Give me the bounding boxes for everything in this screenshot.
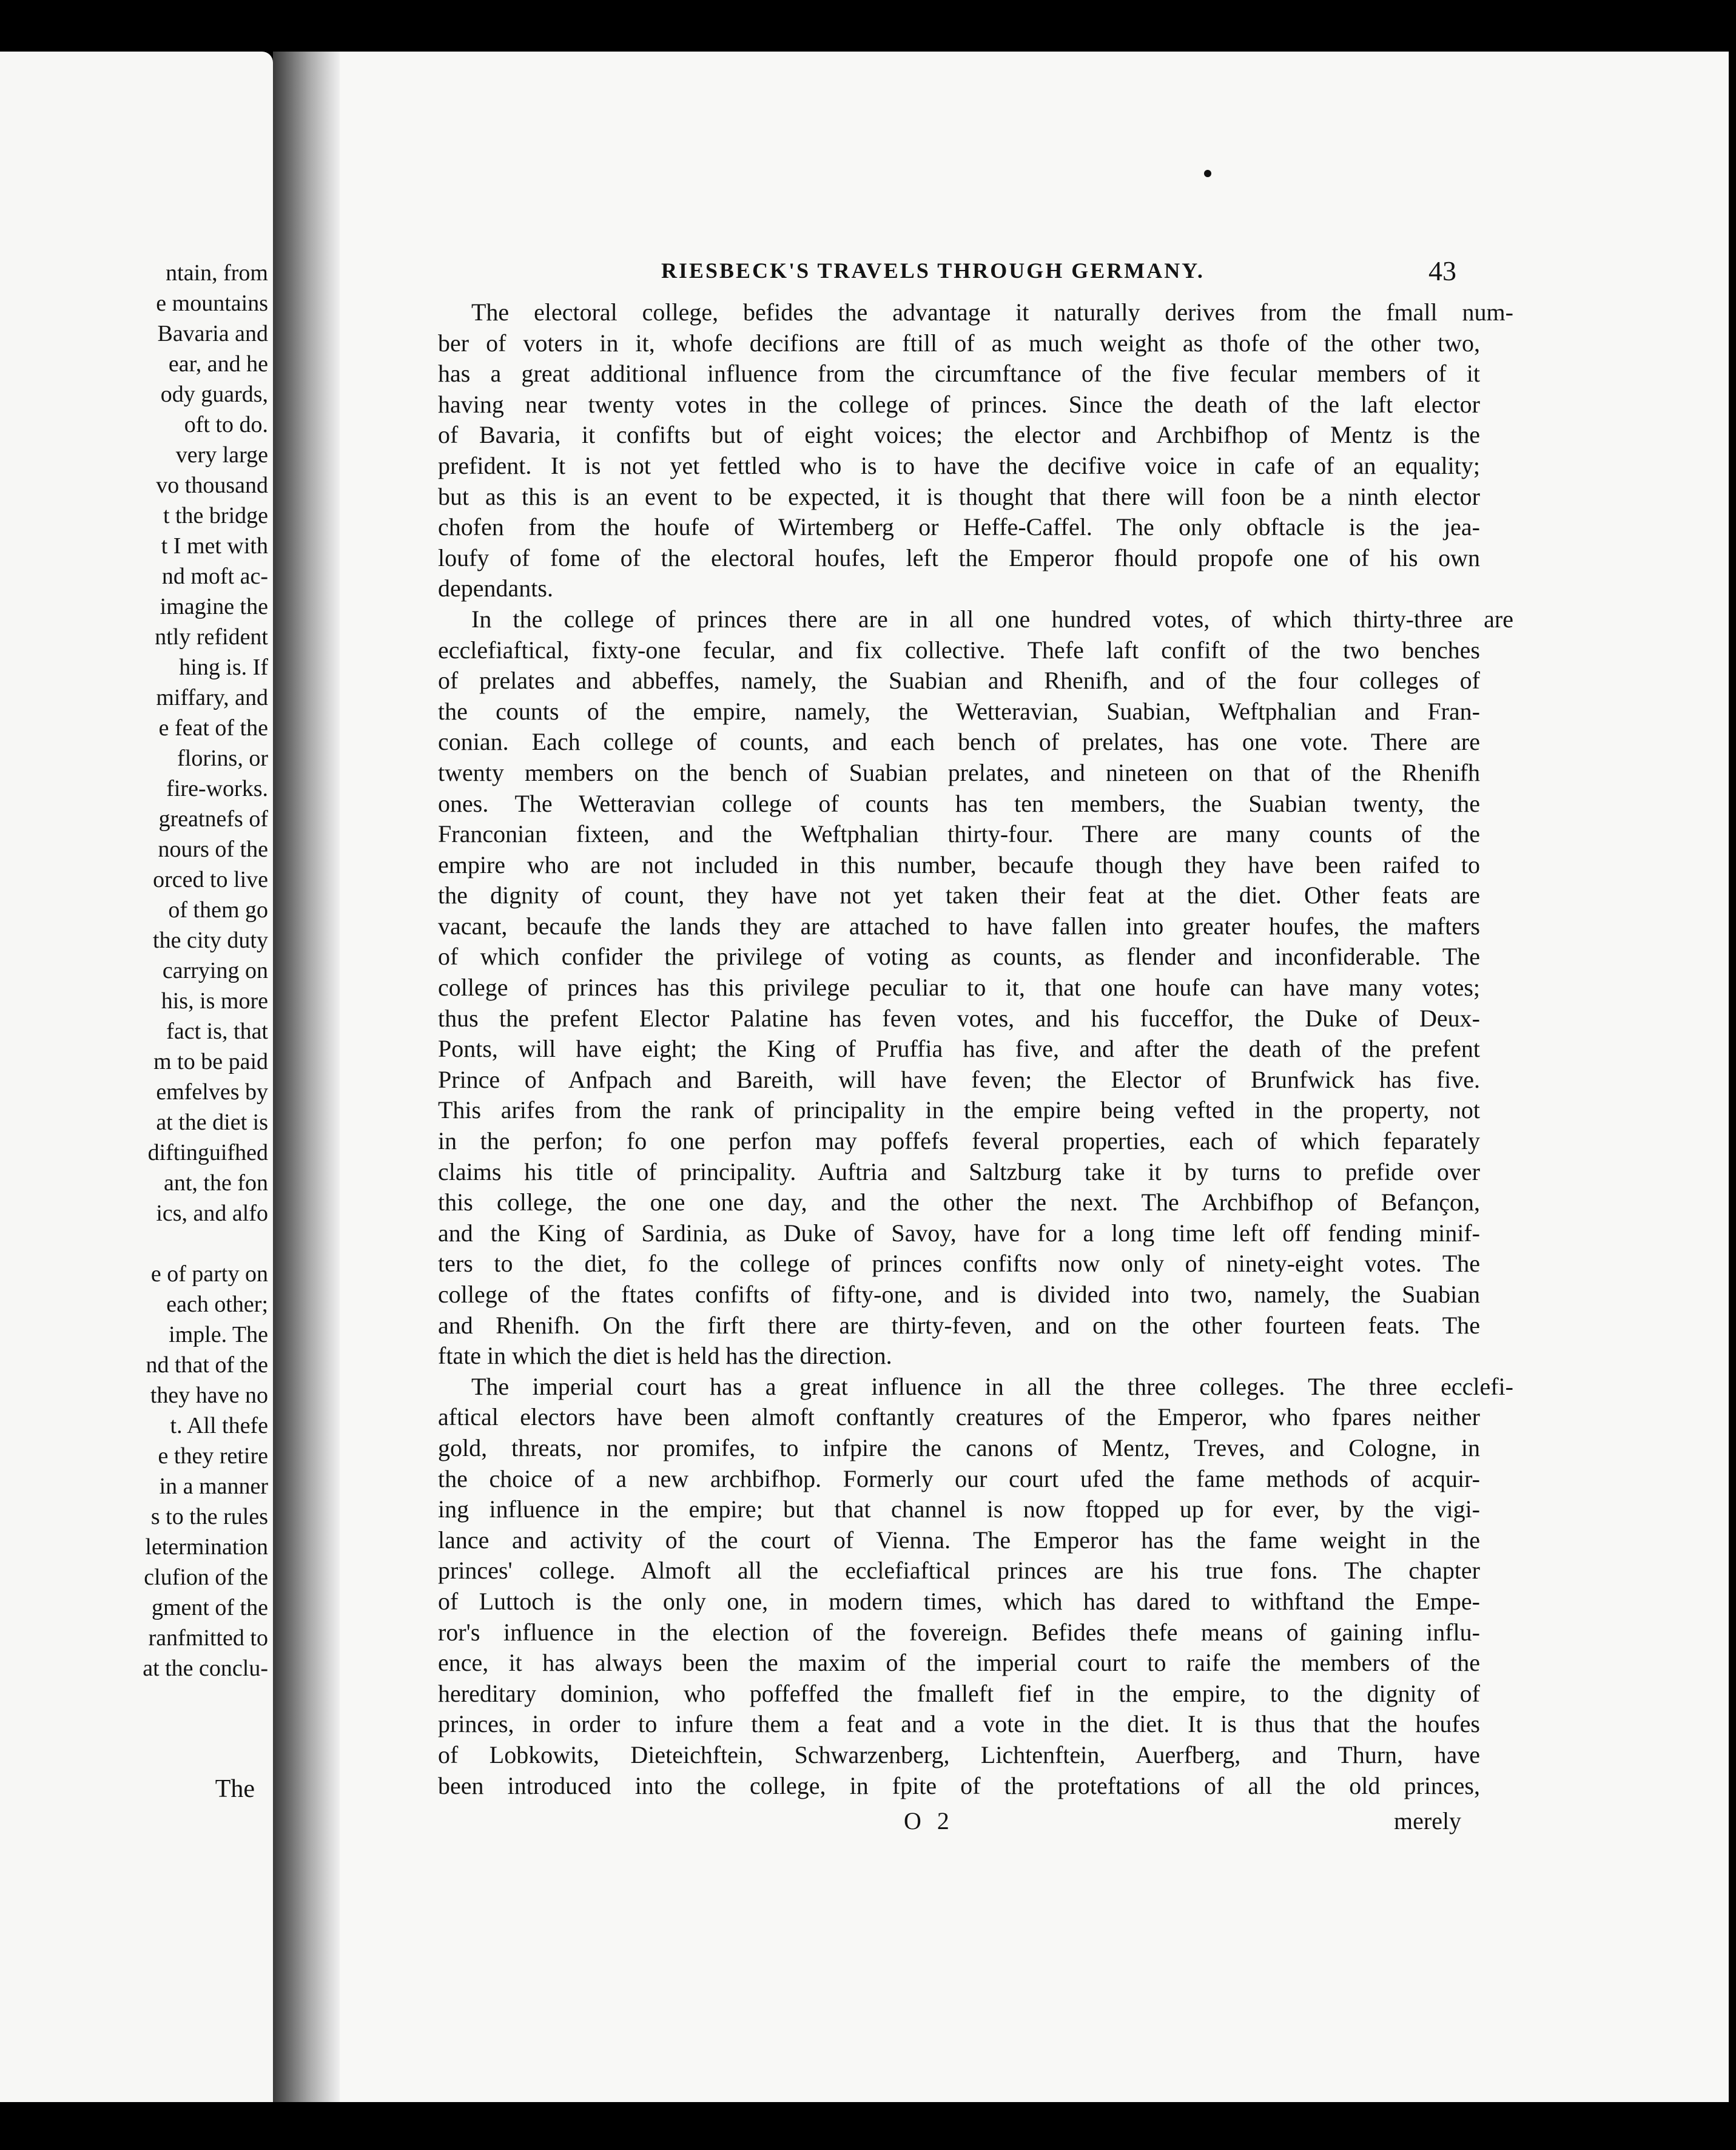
left-text-line: at the conclu- (143, 1656, 268, 1681)
body-text-line: of which confider the privilege of voting as counts, as flender and inconfiderable. The (438, 943, 1480, 971)
left-text-line: t the bridge (163, 503, 268, 528)
left-text-line: nd that of the (146, 1352, 268, 1378)
left-text-line: in a manner (159, 1474, 268, 1499)
left-text-line: nd moft ac- (161, 564, 268, 589)
body-text-line: ftate in which the diet is held has the direction. (438, 1342, 892, 1370)
body-text-line: In the college of princes there are in all one hundred votes, of which thirty-three are (471, 605, 1513, 633)
body-text-line: college of the ftates confifts of fifty-one, and is divided into two, namely, the Suabian (438, 1281, 1480, 1308)
body-text-line: of Bavaria, it confifts but of eight voices; the elector and Archbifhop of Mentz is the (438, 421, 1480, 449)
left-text-line: at the diet is (156, 1110, 268, 1135)
body-text-line: of prelates and abbeffes, namely, the Suabian and Rhenifh, and of the four colleges of (438, 667, 1480, 695)
body-text-line: aftical electors have been almoft conftantly creatures of the Emperor, who fpares neither (438, 1403, 1480, 1431)
left-text-line: florins, or (177, 746, 268, 771)
body-text-line: ber of voters in it, whofe decifions are ftill of as much weight as thofe of the other two, (438, 329, 1480, 357)
body-text-line: chofen from the houfe of Wirtemberg or Heffe-Caffel. The only obftacle is the jea- (438, 513, 1480, 541)
body-text-line: lance and activity of the court of Vienna. The Emperor has the fame weight in the (438, 1526, 1480, 1554)
body-text-line: conian. Each college of counts, and each bench of prelates, has one vote. There are (438, 728, 1480, 756)
body-text-line: The imperial court has a great influence in all the three colleges. The three ecclefi- (471, 1372, 1513, 1400)
body-text (438, 297, 1513, 1801)
left-text-line: s to the rules (150, 1504, 268, 1529)
body-text-line: prefident. It is not yet fettled who is to have the decifive voice in cafe of an equality; (438, 451, 1480, 479)
left-text-line: t I met with (161, 533, 268, 559)
left-text-line: ant, the fon (163, 1170, 268, 1196)
left-text-line: clufion of the (144, 1565, 268, 1590)
body-text-line: ror's influence in the election of the fovereign. Befides thefe means of gaining influ- (438, 1618, 1480, 1646)
body-text-line: and Rhenifh. On the firft there are thirty-feven, and on the other fourteen feats. The (438, 1311, 1480, 1339)
left-text-line: greatnefs of (158, 806, 268, 832)
body-text-line: gold, threats, nor promifes, to infpire the canons of Mentz, Treves, and Cologne, in (438, 1434, 1480, 1461)
left-text-line: fire-works. (166, 776, 268, 801)
body-text-line: thus the prefent Elector Palatine has feven votes, and his fucceffor, the Duke of Deux- (438, 1004, 1480, 1032)
body-text-line: Franconian fixteen, and the Weftphalian thirty-four. There are many counts of the (438, 820, 1480, 848)
left-text-line: Bavaria and (157, 321, 268, 346)
body-text-line: ters to the diet, fo the college of princes confifts now only of ninety-eight votes. The (438, 1250, 1480, 1278)
left-text-line: miffary, and (156, 685, 268, 710)
body-text-line: and the King of Sardinia, as Duke of Savoy, have for a long time left off fending minif- (438, 1219, 1480, 1247)
left-text-line: e of party on (150, 1261, 268, 1287)
left-text-line: they have no (150, 1383, 268, 1408)
body-text-line: princes' college. Almoft all the ecclefiaftical princes are his true fons. The chapter (438, 1557, 1480, 1585)
body-text-line: ones. The Wetteravian college of counts has ten members, the Suabian twenty, the (438, 789, 1480, 817)
left-text-line: diftinguifhed (147, 1140, 268, 1165)
left-text-line: ranfmitted to (148, 1625, 268, 1651)
left-text-line: hing is. If (179, 655, 268, 680)
left-text-line: carrying on (162, 958, 268, 983)
signature-mark: O 2 (904, 1807, 954, 1835)
body-text-line: of Lobkowits, Dieteichftein, Schwarzenberg, Lichtenftein, Auerfberg, and Thurn, have (438, 1741, 1480, 1768)
page-number: 43 (1428, 255, 1456, 286)
left-page-text (1, 258, 268, 1683)
body-text-line: ence, it has always been the maxim of the imperial court to raife the members of the (438, 1649, 1480, 1677)
body-text-line: loufy of fome of the electoral houfes, left the Emperor fhould propofe one of his own (438, 544, 1480, 571)
body-text-line: ecclefiaftical, fixty-one fecular, and fix collective. Thefe laft confift of the two benches (438, 636, 1480, 664)
left-text-line: each other; (166, 1292, 268, 1317)
left-text-line: nours of the (158, 837, 268, 862)
left-page (0, 52, 273, 2102)
left-text-line: ear, and he (168, 351, 268, 377)
left-text-line: ody guards, (160, 382, 268, 407)
left-text-line: his, is more (161, 988, 268, 1014)
left-catchword: The (215, 1775, 255, 1803)
body-text-line: this college, the one one day, and the other the next. The Archbifhop of Befançon, (438, 1188, 1480, 1216)
left-text-line: oft to do. (184, 412, 268, 437)
left-text-line: ics, and alfo (156, 1201, 268, 1226)
left-text-line: very large (175, 442, 268, 468)
left-text-line (1, 1228, 268, 1259)
left-text-line: ntly refident (155, 624, 268, 650)
body-text-line: vacant, becaufe the lands they are attached to have fallen into greater houfes, the mafters (438, 912, 1480, 940)
body-text-line: empire who are not included in this number, becaufe though they have been raifed to (438, 851, 1480, 878)
left-text-line: orced to live (153, 867, 268, 892)
body-text-line: the counts of the empire, namely, the Wetteravian, Suabian, Weftphalian and Fran- (438, 697, 1480, 725)
body-text-line: college of princes has this privilege peculiar to it, that one houfe can have many votes; (438, 974, 1480, 1002)
book-gutter-shadow (273, 52, 340, 2102)
left-text-line: emfelves by (156, 1079, 268, 1105)
left-text-line: vo thousand (156, 473, 268, 498)
body-text-line: princes, in order to infure them a feat and a vote in the diet. It is thus that the houfes (438, 1710, 1480, 1738)
left-text-line: ntain, from (166, 260, 268, 286)
body-text-line: twenty members on the bench of Suabian prelates, and nineteen on that of the Rhenifh (438, 758, 1480, 786)
body-text-line: hereditary dominion, who poffeffed the fmalleft fief in the empire, to the dignity of (438, 1679, 1480, 1707)
left-text-line: the city duty (153, 928, 268, 953)
left-text-line: m to be paid (153, 1049, 268, 1074)
left-text-line: t. All thefe (170, 1413, 268, 1438)
catchword: merely (1394, 1807, 1462, 1835)
body-text-line: dependants. (438, 575, 553, 602)
left-text-line: e they retire (158, 1443, 268, 1469)
body-text-line: Ponts, will have eight; the King of Pruffia has five, and after the death of the prefent (438, 1035, 1480, 1063)
body-text-line: having near twenty votes in the college of princes. Since the death of the laft elector (438, 390, 1480, 418)
body-text-line: the dignity of count, they have not yet taken their feat at the diet. Other feats are (438, 881, 1480, 909)
left-text-line: imagine the (160, 594, 268, 619)
left-text-line: e mountains (156, 291, 268, 316)
body-text-line: the choice of a new archbifhop. Formerly our court ufed the fame methods of acquir- (438, 1464, 1480, 1492)
left-text-line: letermination (145, 1534, 268, 1560)
body-text-line: This arifes from the rank of principality in the empire being vefted in the property, not (438, 1096, 1480, 1124)
body-text-line: ing influence in the empire; but that channel is now ftopped up for ever, by the vigi- (438, 1495, 1480, 1523)
body-text-line: in the perfon; fo one perfon may poffefs feveral properties, each of which feparately (438, 1127, 1480, 1155)
left-text-line: e feat of the (158, 715, 268, 741)
body-text-line: Prince of Anfpach and Bareith, will have feven; the Elector of Brunfwick has five. (438, 1065, 1480, 1093)
left-text-line: fact is, that (166, 1019, 268, 1044)
body-text-line: has a great additional influence from the circumftance of the five fecular members of it (438, 360, 1480, 388)
left-text-line: imple. The (169, 1322, 268, 1347)
body-text-line: of Luttoch is the only one, in modern times, which has dared to withftand the Empe- (438, 1587, 1480, 1615)
body-text-line: been introduced into the college, in fpite of the proteftations of all the old princes, (438, 1771, 1480, 1799)
left-text-line: of them go (168, 897, 268, 923)
body-text-line: The electoral college, befides the advantage it naturally derives from the fmall num- (471, 298, 1513, 326)
body-text-line: but as this is an event to be expected, it is thought that there will foon be a ninth elector (438, 482, 1480, 510)
ink-speck (1204, 170, 1211, 177)
left-text-line: gment of the (151, 1595, 268, 1620)
running-head: RIESBECK'S TRAVELS THROUGH GERMANY. (661, 258, 1205, 283)
body-text-line: claims his title of principality. Auftria and Saltzburg take it by turns to prefide over (438, 1158, 1480, 1185)
